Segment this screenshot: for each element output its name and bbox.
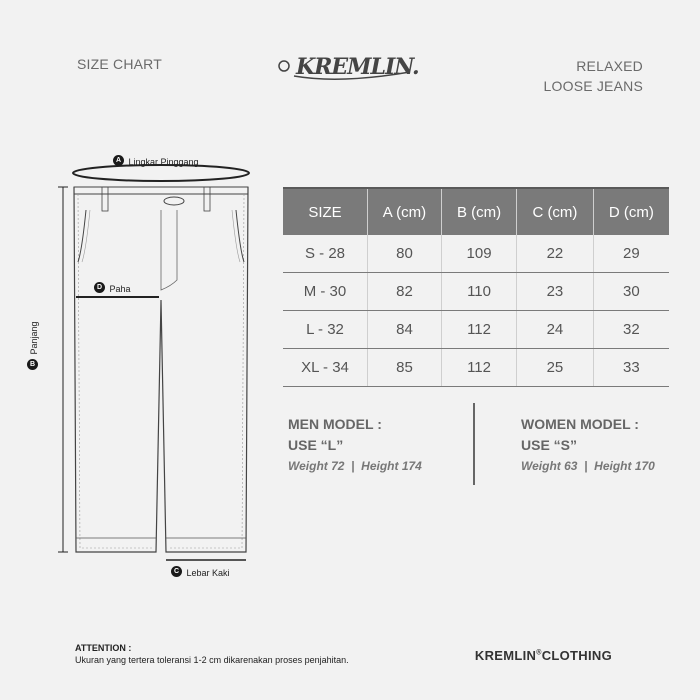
hem-label-text: Lebar Kaki [186,568,230,578]
header-size: SIZE [283,188,368,235]
table-row [283,235,669,273]
table-row [283,349,669,387]
table-cell: 82 [368,273,442,311]
men-model-measurements: Weight 72 | Height 174 [288,459,422,473]
header-a: A (cm) [368,188,442,235]
table-cell: 23 [517,273,594,311]
marker-a: A [113,155,124,166]
brand-name: KREMLIN [474,648,537,663]
table-row [283,273,669,311]
marker-c: C [171,566,182,577]
waist-label [113,152,199,170]
table-cell: 112 [441,349,516,387]
table-cell: 109 [441,235,516,273]
brand-suffix: CLOTHING [541,648,612,663]
header-b: B (cm) [441,188,516,235]
table-cell: M - 30 [283,273,368,311]
table-cell: 32 [593,311,669,349]
table-cell: 22 [517,235,594,273]
table-cell: L - 32 [283,311,368,349]
marker-b: B [27,359,38,370]
table-cell: 80 [368,235,442,273]
table-row [283,311,669,349]
table-cell: S - 28 [283,235,368,273]
women-model-size: USE “S” [521,437,578,453]
attention-note [75,642,349,666]
marker-d: D [94,282,105,293]
women-model-info [521,414,655,477]
table-cell: 29 [593,235,669,273]
men-model-size: USE “L” [288,437,344,453]
table-cell: 85 [368,349,442,387]
brand-footer [475,648,612,663]
table-cell: 33 [593,349,669,387]
table-cell: 30 [593,273,669,311]
women-model-weight: Weight 63 [521,459,578,473]
attention-text: Ukuran yang tertera toleransi 1-2 cm dikarenakan proses penjahitan. [75,655,349,665]
table-cell: 24 [517,311,594,349]
header-c: C (cm) [517,188,594,235]
men-model-weight: Weight 72 [288,459,345,473]
logo-text: KREMLIN. [296,54,419,80]
thigh-label-text: Paha [109,284,131,294]
length-label [24,310,42,370]
waist-label-text: Lingkar Pinggang [128,157,199,167]
women-model-title: WOMEN MODEL : [521,416,639,432]
table-cell: 110 [441,273,516,311]
table-cell: 84 [368,311,442,349]
size-chart-title: SIZE CHART [77,56,162,72]
thigh-label [94,279,130,297]
table-header-row [283,188,669,235]
men-model-title: MEN MODEL : [288,416,382,432]
men-model-info [288,414,422,477]
header-d: D (cm) [593,188,669,235]
product-title-line2: LOOSE JEANS [543,78,643,94]
table-cell: XL - 34 [283,349,368,387]
women-model-height: Height 170 [594,459,655,473]
men-model-height: Height 174 [361,459,422,473]
length-label-text: Panjang [29,321,39,355]
button-icon [164,197,184,205]
product-title-line1: RELAXED [576,58,643,74]
registered-mark: ® [536,649,542,657]
table-cell: 25 [517,349,594,387]
hem-label [171,563,229,581]
table-cell: 112 [441,311,516,349]
model-divider [473,403,475,485]
size-table [283,187,669,387]
attention-title: ATTENTION : [75,643,132,653]
women-model-measurements: Weight 63 | Height 170 [521,459,655,473]
